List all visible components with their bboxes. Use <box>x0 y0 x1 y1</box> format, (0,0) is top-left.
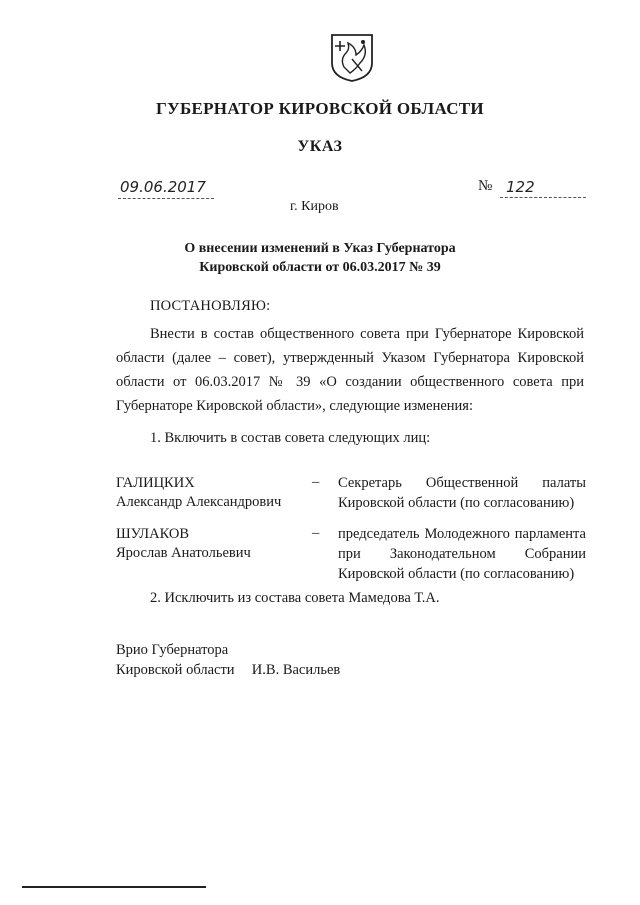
member-1-given-names: Александр Александрович <box>116 494 282 510</box>
signatory-region: Кировской области <box>116 662 235 678</box>
number-field <box>478 178 588 198</box>
member-1-name <box>116 474 281 512</box>
number-sign: № <box>478 178 493 194</box>
subject-line-1: О внесении изменений в Указ Губернатора <box>184 241 456 256</box>
item-2: 2. Исключить из состава совета Мамедова Т.А. <box>150 590 440 606</box>
signatory-position-line-2 <box>116 660 340 680</box>
issuer-title: ГУБЕРНАТОР КИРОВСКОЙ ОБЛАСТИ <box>156 99 484 118</box>
city: г. Киров <box>290 199 339 214</box>
handwritten-date: 09.06.2017 <box>120 178 206 196</box>
footer-divider <box>22 886 206 888</box>
member-1-dash: – <box>312 474 320 490</box>
member-2-name <box>116 525 251 563</box>
number-underline <box>500 197 586 198</box>
subject-line-2: Кировской области от 06.03.2017 № 39 <box>199 260 441 275</box>
member-2-given-names: Ярослав Анатольевич <box>116 545 251 561</box>
intro-paragraph: Внести в состав общественного совета при Губернаторе Кировской области (далее – совет), утвержденный Указом Губернатора Кировской области от 06.03.2017 № 39 «О создании общественного совета при Губернаторе Кировской области», следующие изменения: <box>116 326 584 414</box>
coat-of-arms-icon <box>330 33 374 83</box>
item-1: 1. Включить в состав совета следующих лиц: <box>150 430 431 446</box>
member-1-surname: ГАЛИЦКИХ <box>116 475 195 491</box>
member-2-dash: – <box>312 525 320 541</box>
signatory-position-line-1: Врио Губернатора <box>116 642 229 658</box>
date-field <box>118 178 214 199</box>
signature-block <box>116 640 340 680</box>
document-type: УКАЗ <box>297 138 343 155</box>
signatory-name: И.В. Васильев <box>251 662 341 678</box>
decree-word: ПОСТАНОВЛЯЮ: <box>150 298 271 314</box>
member-1-role: Секретарь Общественной палаты Кировской области (по согласованию) <box>338 475 586 511</box>
member-2-surname: ШУЛАКОВ <box>116 526 190 542</box>
subject-heading <box>0 239 640 277</box>
handwritten-number: 122 <box>506 178 535 196</box>
member-2-role: председатель Молодежного парламента при Законодательном Собрании Кировской области (по согласованию) <box>338 526 586 582</box>
